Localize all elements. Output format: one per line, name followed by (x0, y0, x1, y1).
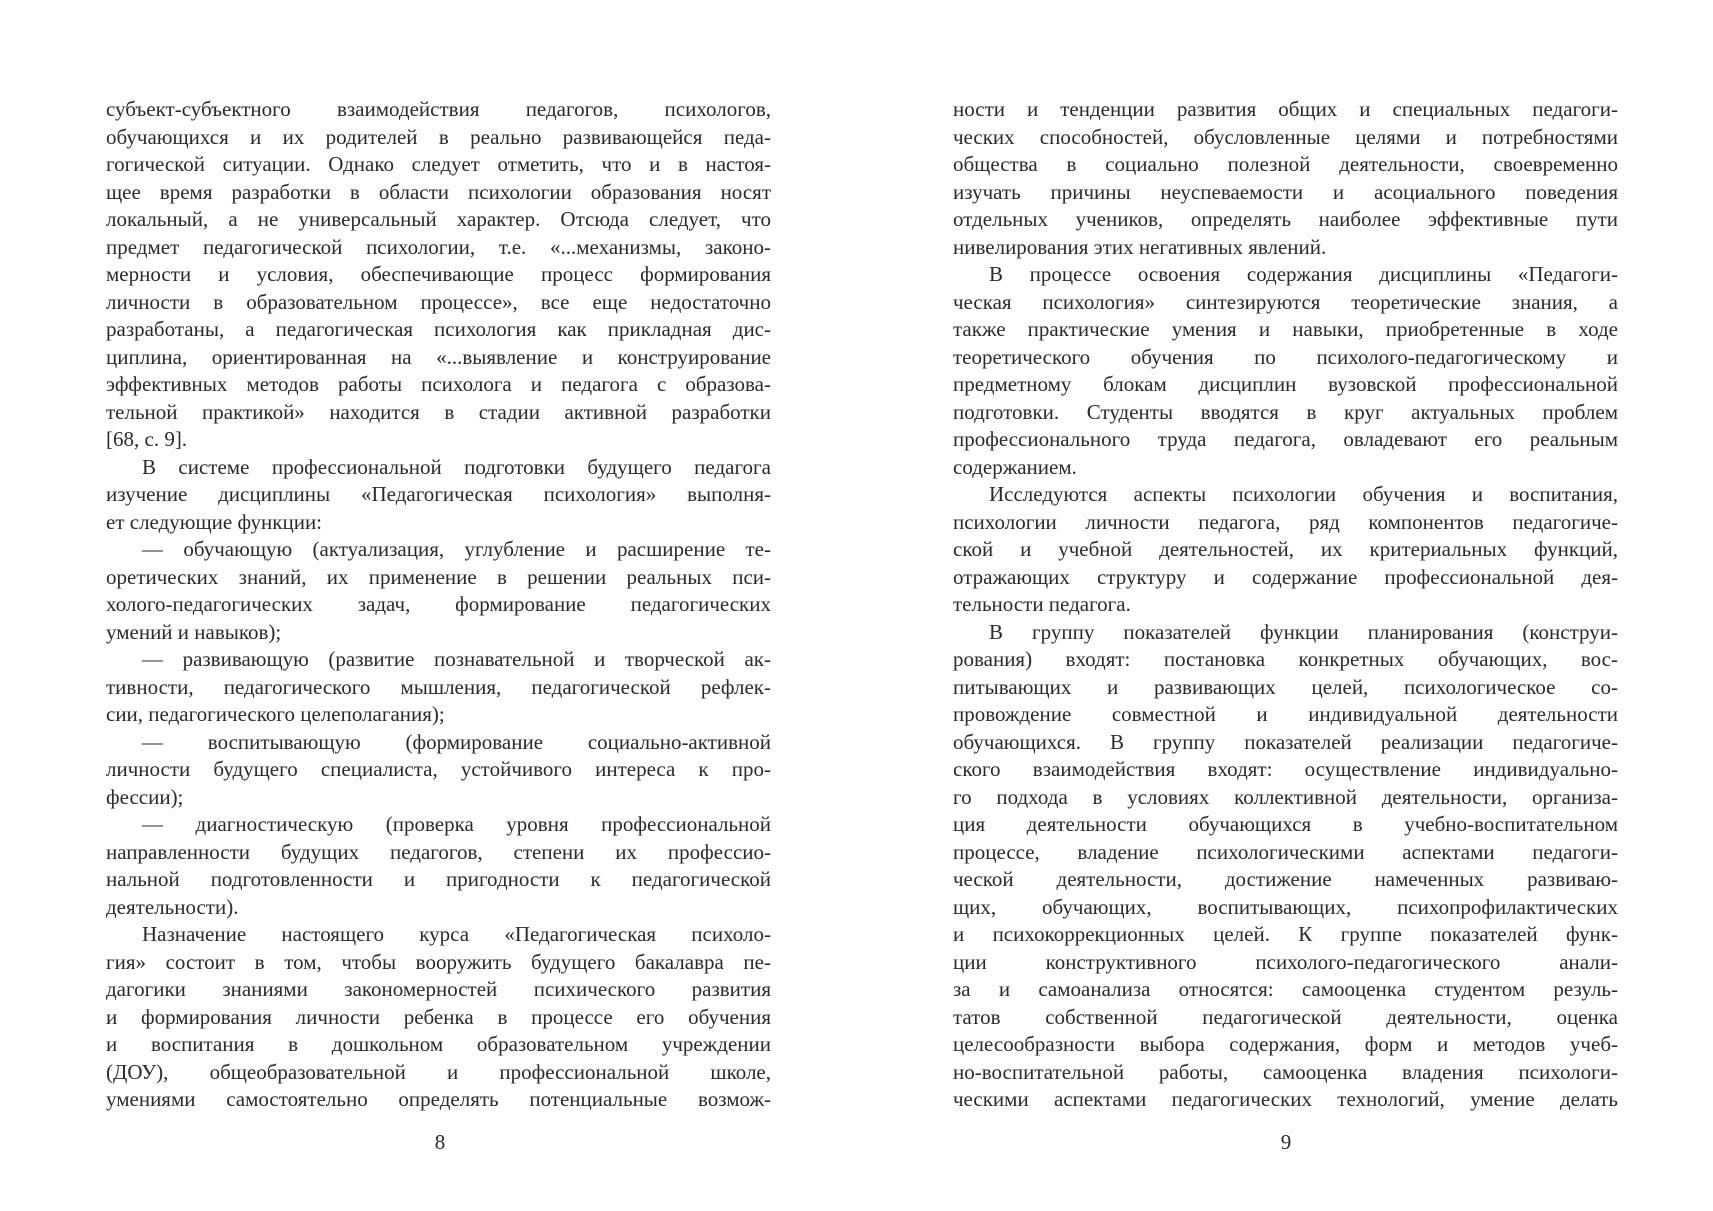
text-line: Исследуются аспекты психологии обучения и воспитания, (989, 482, 1618, 506)
text-line: тельной практикой» находится в стадии активной разработки (106, 399, 771, 424)
text-line: процессе, владение психологическими аспектами педагоги- (953, 839, 1618, 864)
text-line: — воспитывающую (формирование социально-активной (142, 729, 771, 754)
text-line: щих, обучающих, воспитывающих, психопрофилактических (953, 894, 1618, 919)
text-line: целесообразности выбора содержания, форм и методов учеб- (953, 1032, 1618, 1056)
text-line: содержанием. (953, 454, 1077, 479)
text-line: ет следующие функции: (106, 509, 323, 534)
text-line: ция деятельности обучающихся в учебно-воспитательном (953, 812, 1618, 836)
text-line: разработаны, а педагогическая психология как прикладная дис- (106, 317, 771, 341)
text-line: изучать причины неуспеваемости и асоциального поведения (953, 179, 1618, 204)
text-line: профессионального труда педагога, овладевают его реальным (953, 427, 1618, 451)
text-line: умениями самостоятельно определять потенциальные возмож- (106, 1087, 771, 1111)
left-page-number: 8 (434, 1130, 446, 1154)
text-line: ческими аспектами педагогических технологий, умение делать (953, 1087, 1618, 1111)
text-line: также практические умения и навыки, приобретенные в ходе (953, 317, 1618, 341)
text-line: и формирования личности ребенка в процессе его обучения (106, 1004, 771, 1029)
text-line: подготовки. Студенты вводятся в круг актуальных проблем (953, 399, 1618, 424)
text-line: эффективных методов работы психолога и педагога с образова- (106, 372, 771, 396)
text-line: — диагностическую (проверка уровня профессиональной (142, 812, 771, 836)
text-line: и психокоррекционных целей. К группе показателей функ- (953, 922, 1618, 946)
text-line: предметному блокам дисциплин вузовской профессиональной (953, 372, 1618, 396)
text-line: ской и учебной деятельностей, их критериальных функций, (953, 537, 1618, 561)
text-line: провождение совместной и индивидуальной деятельности (953, 702, 1618, 726)
text-line: тельности педагога. (953, 592, 1131, 616)
text-line: В системе профессиональной подготовки будущего педагога (142, 454, 771, 479)
text-line: за и самоанализа относятся: самооценка студентом резуль- (953, 977, 1618, 1001)
right-page-text (953, 96, 1618, 1114)
text-line: сии, педагогического целеполагания); (106, 702, 445, 726)
text-line: оретических знаний, их применение в решении реальных пси- (106, 564, 771, 589)
text-line: деятельности). (106, 894, 239, 919)
text-line: рования) входят: постановка конкретных обучающих, вос- (953, 647, 1618, 671)
text-line: изучение дисциплины «Педагогическая психология» выполня- (106, 482, 771, 506)
text-line: направленности будущих педагогов, степени их профессио- (106, 839, 771, 864)
text-line: ческая психология» синтезируются теоретические знания, а (953, 289, 1618, 314)
text-line: ческой деятельности, достижение намеченных развиваю- (953, 867, 1618, 891)
text-line: щее время разработки в области психологии образования носят (106, 179, 771, 204)
text-line: отражающих структуру и содержание профессиональной дея- (953, 564, 1618, 589)
text-line: дагогики знаниями закономерностей психического развития (106, 977, 771, 1001)
text-line: ности и тенденции развития общих и специальных педагоги- (953, 97, 1618, 121)
text-line: гогической ситуации. Однако следует отметить, что и в настоя- (106, 152, 771, 176)
text-line: — обучающую (актуализация, углубление и расширение те- (142, 537, 771, 561)
right-page-number: 9 (1280, 1130, 1292, 1154)
text-line: но-воспитательной работы, самооценка владения психологи- (953, 1059, 1618, 1084)
text-line: циплина, ориентированная на «...выявление и конструирование (106, 344, 771, 369)
text-line: локальный, а не универсальный характер. Отсюда следует, что (106, 207, 771, 231)
text-line: и воспитания в дошкольном образовательном учреждении (106, 1032, 771, 1056)
text-line: отдельных учеников, определять наиболее эффективные пути (953, 207, 1618, 231)
text-line: умений и навыков); (106, 619, 282, 644)
left-page-text (106, 96, 771, 1114)
text-line: фессии); (106, 784, 184, 809)
text-line: гия» состоит в том, чтобы вооружить будущего бакалавра пе- (106, 949, 771, 974)
text-line: нальной подготовленности и пригодности к педагогической (106, 867, 771, 891)
text-line: обучающихся. В группу показателей реализации педагогиче- (953, 729, 1618, 754)
text-line: ского взаимодействия входят: осуществление индивидуально- (953, 757, 1618, 781)
text-line: ческих способностей, обусловленные целями и потребностями (953, 124, 1618, 149)
text-line: тивности, педагогического мышления, педагогической рефлек- (106, 674, 771, 699)
text-line: субъект-субъектного взаимодействия педагогов, психологов, (106, 97, 771, 121)
text-line: — развивающую (развитие познавательной и творческой ак- (142, 647, 771, 671)
text-line: обучающихся и их родителей в реально развивающейся педа- (106, 124, 771, 149)
text-line: общества в социально полезной деятельности, своевременно (953, 152, 1618, 176)
text-line: холого-педагогических задач, формирование педагогических (106, 592, 771, 616)
text-line: личности в образовательном процессе», все еще недостаточно (106, 289, 771, 314)
text-line: предмет педагогической психологии, т.е. «...механизмы, законо- (106, 234, 771, 259)
text-line: ции конструктивного психолого-педагогического анали- (953, 949, 1618, 974)
text-line: татов собственной педагогической деятельности, оценка (953, 1004, 1618, 1029)
text-line: Назначение настоящего курса «Педагогическая психоло- (142, 922, 771, 946)
text-line: питывающих и развивающих целей, психологическое со- (953, 674, 1618, 699)
text-line: нивелирования этих негативных явлений. (953, 234, 1327, 259)
text-line: личности будущего специалиста, устойчивого интереса к про- (106, 757, 771, 781)
text-line: теоретического обучения по психолого-педагогическому и (953, 344, 1618, 369)
text-line: [68, с. 9]. (106, 427, 188, 451)
text-line: В процессе освоения содержания дисциплины «Педагоги- (989, 262, 1618, 286)
text-line: (ДОУ), общеобразовательной и профессиональной школе, (106, 1059, 771, 1084)
text-line: психологии личности педагога, ряд компонентов педагогиче- (953, 509, 1618, 534)
text-line: В группу показателей функции планирования (конструи- (989, 619, 1618, 644)
text-line: го подхода в условиях коллективной деятельности, организа- (953, 784, 1618, 809)
text-line: мерности и условия, обеспечивающие процесс формирования (106, 262, 771, 286)
